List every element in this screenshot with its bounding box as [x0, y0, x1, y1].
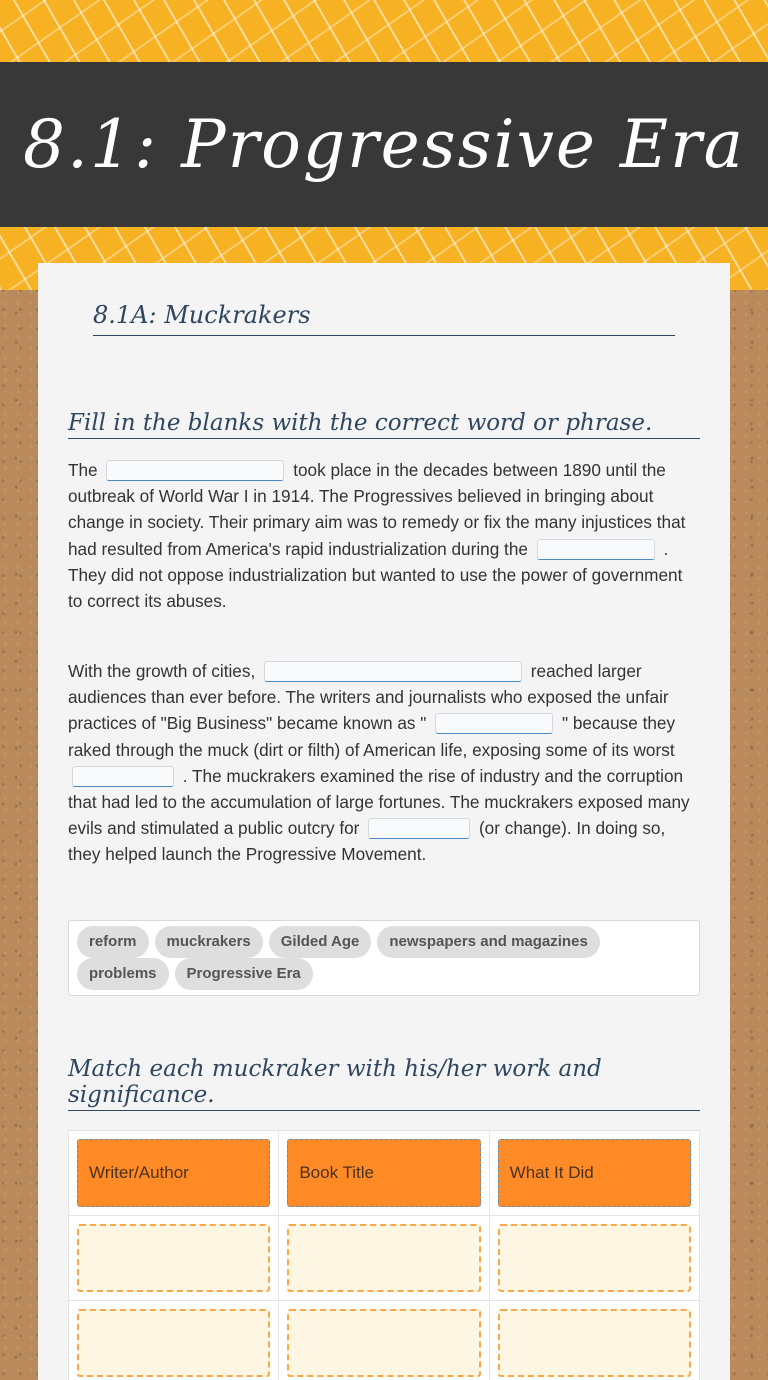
word-bank	[68, 920, 700, 996]
match-table	[68, 1130, 700, 1380]
column-header-writer[interactable]: Writer/Author	[77, 1139, 270, 1207]
fill-in-paragraph-1	[68, 457, 700, 614]
word-chip[interactable]: Progressive Era	[175, 958, 313, 990]
word-chip[interactable]: reform	[77, 926, 149, 958]
drop-zone[interactable]	[498, 1224, 691, 1292]
word-chip[interactable]: problems	[77, 958, 169, 990]
blank-input-3[interactable]	[264, 661, 522, 682]
page-title: 8.1: Progressive Era	[23, 106, 745, 183]
column-header-what[interactable]: What It Did	[498, 1139, 691, 1207]
drop-zone[interactable]	[77, 1309, 270, 1377]
p2-text-4: . The muckrakers examined the rise of industry and the corruption that had led to the accumulation of large fortunes. The muckrakers exposed many evils and stimulated a public outcry for	[68, 765, 690, 839]
blank-input-4[interactable]	[435, 713, 553, 734]
blank-input-6[interactable]	[368, 818, 470, 839]
p2-text-3: " because they raked through the muck (dirt or filth) of American life, exposing some of its worst	[68, 713, 676, 760]
drop-zone[interactable]	[77, 1224, 270, 1292]
fill-in-paragraph-2	[68, 658, 700, 868]
p2-text-2: reached larger audiences than ever before. The writers and journalists who exposed the unfair practices of "Big Business" became known as "	[68, 661, 669, 734]
word-chip[interactable]: Gilded Age	[269, 926, 372, 958]
title-bar	[0, 62, 768, 227]
blank-input-1[interactable]	[106, 460, 284, 481]
section-title: 8.1A: Muckrakers	[93, 301, 675, 336]
p2-text-1: With the growth of cities,	[68, 661, 256, 681]
drop-zone[interactable]	[287, 1309, 480, 1377]
fill-in-heading: Fill in the blanks with the correct word or phrase.	[68, 410, 700, 439]
word-chip[interactable]: muckrakers	[155, 926, 263, 958]
p1-text-3: . They did not oppose industrialization but wanted to use the power of government to correct its abuses.	[68, 538, 683, 612]
match-heading: Match each muckraker with his/her work and significance.	[68, 1056, 700, 1111]
p2-text-5: (or change). In doing so, they helped launch the Progressive Movement.	[68, 818, 666, 865]
blank-input-5[interactable]	[72, 766, 174, 787]
worksheet	[38, 263, 730, 1380]
p1-text-1: The	[68, 460, 98, 480]
drop-zone[interactable]	[287, 1224, 480, 1292]
blank-input-2[interactable]	[537, 539, 655, 560]
word-chip[interactable]: newspapers and magazines	[377, 926, 599, 958]
column-header-book[interactable]: Book Title	[287, 1139, 480, 1207]
drop-zone[interactable]	[498, 1309, 691, 1377]
p1-text-2: took place in the decades between 1890 until the outbreak of World War I in 1914. The Progressives believed in bringing about change in society. Their primary aim was to remedy or fix the many injustices that had resulted from America's rapid industrialization during the	[68, 460, 686, 559]
